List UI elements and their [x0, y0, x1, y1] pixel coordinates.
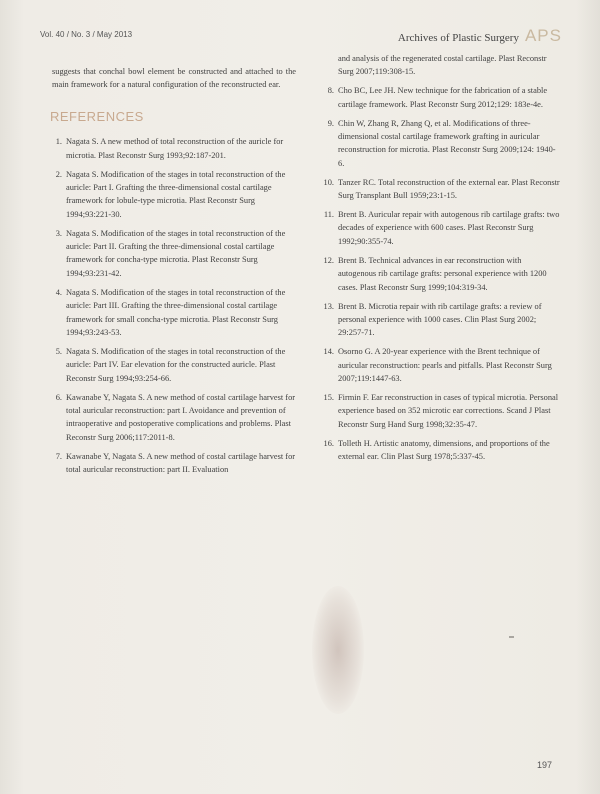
reference-item — [52, 135, 296, 162]
reference-number: 1. — [55, 137, 62, 147]
reference-text: Nagata S. A new method of total reconstruction of the auricle for microtia. Plast Reconstr Surg 1993;92:187-201. — [66, 137, 284, 160]
reference-text: Osorno G. A 20-year experience with the Brent technique of auricular reconstruction: pearls and pitfalls. Plast Reconstr Surg 2007;119:1447-63. — [338, 347, 552, 384]
scan-speck — [509, 636, 514, 638]
reference-text: Chin W, Zhang R, Zhang Q, et al. Modifications of three-dimensional costal cartilage framework grafting in auricular reconstruction for microtia. Plast Reconstr Surg 2009;124: 1940-6. — [338, 118, 556, 168]
journal-branding — [398, 26, 562, 46]
reference-item — [318, 254, 560, 294]
reference-item — [318, 345, 560, 385]
left-column — [52, 65, 296, 482]
reference-list-right — [318, 84, 560, 463]
reference-number: 11. — [323, 210, 334, 220]
reference-item — [52, 286, 296, 340]
reference-number: 7. — [55, 451, 62, 461]
reference-item — [318, 84, 560, 111]
references-heading: REFERENCES — [50, 108, 144, 124]
reference-number: 2. — [55, 169, 62, 179]
reference-item — [318, 208, 560, 248]
reference-number: 12. — [323, 255, 334, 265]
reference-item — [52, 450, 296, 477]
reference-text: Tanzer RC. Total reconstruction of the external ear. Plast Reconstr Surg Transplant Bull 1959;23:1-15. — [338, 177, 560, 201]
reference-text: Nagata S. Modification of the stages in total reconstruction of the auricle: Part III. Grafting the three-dimensional costal cartilage framework for small concha-type microtia. Plast Reconstr Surg 1994;93:243-53. — [66, 287, 286, 337]
reference-number: 15. — [323, 392, 334, 402]
reference-item — [318, 176, 560, 203]
right-column — [318, 52, 560, 469]
issue-info: Vol. 40 / No. 3 / May 2013 — [40, 30, 133, 39]
reference-number: 16. — [323, 438, 334, 448]
reference-number: 6. — [55, 392, 62, 402]
reference-number: 13. — [323, 301, 334, 311]
reference-number: 5. — [55, 346, 62, 356]
reference-text: Brent B. Technical advances in ear reconstruction with autogenous rib cartilage grafts: personal experience with 1200 cases. Plast Reconstr Surg 1999;104:319-34. — [338, 255, 547, 292]
reference-text: Brent B. Microtia repair with rib cartilage grafts: a review of personal experience with 1000 cases. Clin Plast Surg 2002; 29:257-71. — [338, 301, 542, 338]
reference-item — [318, 391, 560, 431]
intro-paragraph: suggests that conchal bowl element be constructed and attached to the main framework for a natural configuration of the reconstructed ear. — [52, 67, 296, 90]
reference-number: 3. — [55, 228, 62, 238]
reference-text: Kawanabe Y, Nagata S. A new method of costal cartilage harvest for total auricular reconstruction: part I. Avoidance and prevention of intraoperative and postoperative complications and problems. Plast Reconstr Surg 2006;117:2011-8. — [66, 392, 296, 442]
reference-text: Nagata S. Modification of the stages in total reconstruction of the auricle: Part I. Grafting the three-dimensional costal cartilage framework for lobule-type microtia. Plast Reconstr Surg 1994;93:221-30. — [66, 169, 286, 219]
scan-smudge — [312, 586, 364, 714]
reference-item — [52, 168, 296, 222]
reference-item — [52, 391, 296, 445]
page-header — [40, 28, 562, 48]
reference-item — [318, 300, 560, 340]
reference-text: Cho BC, Lee JH. New technique for the fabrication of a stable cartilage framework. Plast Reconstr Surg 2012;129: 183e-4e. — [338, 86, 548, 109]
reference-item — [318, 437, 560, 464]
reference-item — [52, 227, 296, 281]
reference-number: 4. — [55, 287, 62, 297]
reference-text: Nagata S. Modification of the stages in total reconstruction of the auricle: Part II. Grafting the three-dimensional costal cartilage framework for concha-type microtia. Plast Reconstr Surg 1994;93:231-42. — [66, 228, 286, 278]
reference-text: Kawanabe Y, Nagata S. A new method of costal cartilage harvest for total auricular reconstruction: part II. Evaluation — [66, 451, 296, 475]
reference-number: 10. — [323, 177, 334, 187]
reference-item — [52, 345, 296, 385]
reference-number: 14. — [323, 347, 334, 357]
reference-continuation: and analysis of the regenerated costal cartilage. Plast Reconstr Surg 2007;119:308-15. — [338, 54, 547, 77]
journal-logo: APS — [524, 26, 562, 45]
journal-title: Archives of Plastic Surgery — [397, 32, 519, 44]
reference-text: Brent B. Auricular repair with autogenous rib cartilage grafts: two decades of experience with 600 cases. Plast Reconstr Surg 1992;90:355-74. — [338, 210, 560, 246]
reference-text: Tolleth H. Artistic anatomy, dimensions, and proportions of the external ear. Clin Plast Surg 1978;5:337-45. — [338, 438, 550, 462]
reference-number: 8. — [327, 86, 334, 96]
reference-text: Firmin F. Ear reconstruction in cases of typical microtia. Personal experience based on 352 microtic ear corrections. Scand J Plast Reconstr Surg Hand Surg 1998;32:35-47. — [338, 392, 559, 429]
reference-number: 9. — [327, 118, 334, 128]
reference-item — [318, 117, 560, 171]
reference-text: Nagata S. Modification of the stages in total reconstruction of the auricle: Part IV. Ear elevation for the constructed auricle. Plast Reconstr Surg 1994;93:254-66. — [66, 346, 286, 383]
reference-list-left — [52, 135, 296, 476]
page-number: 197 — [536, 760, 552, 770]
